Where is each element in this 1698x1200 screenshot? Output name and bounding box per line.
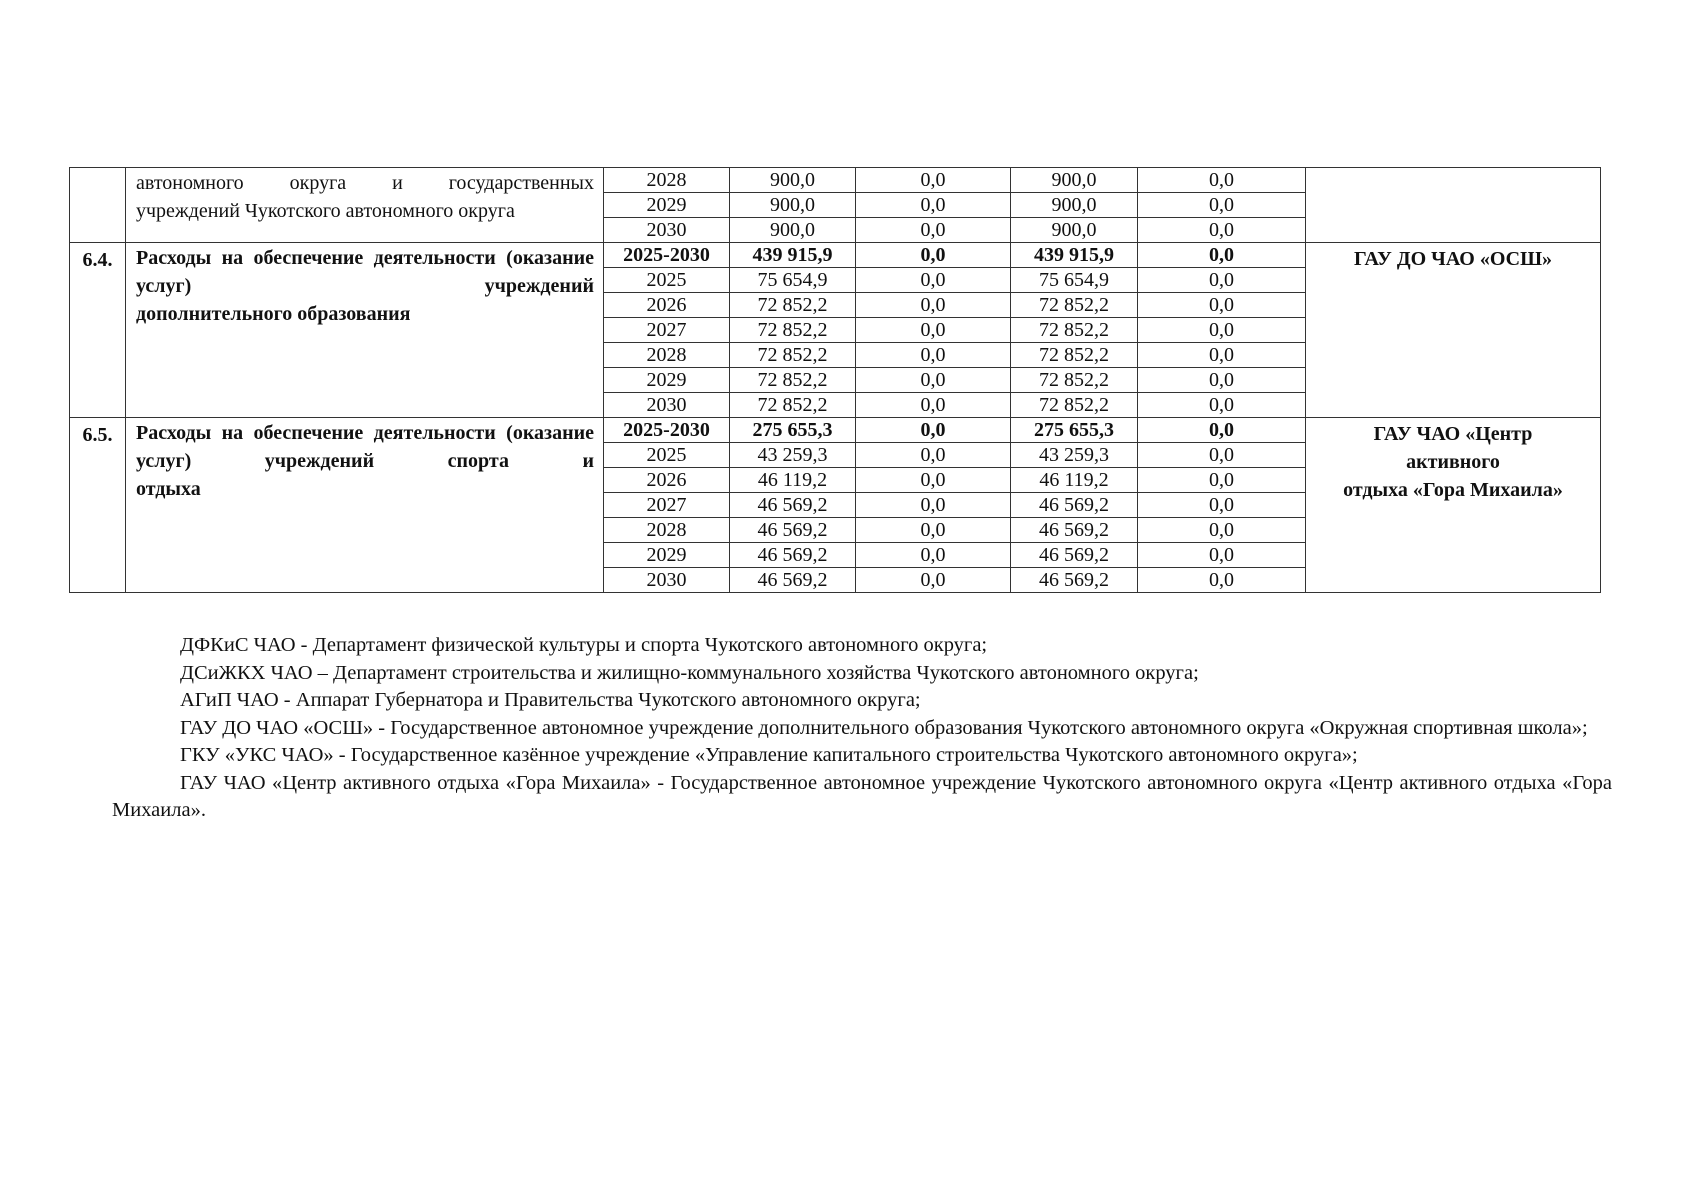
abbreviation-note: ГАУ ЧАО «Центр активного отдыха «Гора Михаила» - Государственное автономное учреждение Чукотского автономного округа «Центр активного отдыха «Гора Михаила». bbox=[112, 771, 1612, 821]
total-cell: 43 259,3 bbox=[730, 443, 856, 468]
table-row-total bbox=[70, 418, 1601, 443]
total-cell: 72 852,2 bbox=[730, 368, 856, 393]
table-row-total bbox=[70, 243, 1601, 268]
okrug-cell: 72 852,2 bbox=[1011, 293, 1138, 318]
total-cell: 75 654,9 bbox=[730, 268, 856, 293]
okrug-cell: 900,0 bbox=[1011, 218, 1138, 243]
year-cell: 2027 bbox=[604, 493, 730, 518]
abbreviation-note: АГиП ЧАО - Аппарат Губернатора и Правительства Чукотского автономного округа; bbox=[180, 689, 921, 711]
abbreviation-note: ДФКиС ЧАО - Департамент физической культуры и спорта Чукотского автономного округа; bbox=[180, 634, 988, 656]
okrug-cell: 72 852,2 bbox=[1011, 393, 1138, 418]
item-description: Расходы на обеспечение деятельности (оказание услуг) учреждений дополнительного образования bbox=[126, 243, 604, 418]
okrug-cell: 900,0 bbox=[1011, 193, 1138, 218]
item-number: 6.4. bbox=[70, 243, 126, 418]
other-cell: 0,0 bbox=[1138, 393, 1306, 418]
federal-cell: 0,0 bbox=[856, 318, 1011, 343]
other-cell: 0,0 bbox=[1138, 268, 1306, 293]
other-cell: 0,0 bbox=[1138, 318, 1306, 343]
year-cell: 2025-2030 bbox=[604, 418, 730, 443]
federal-cell: 0,0 bbox=[856, 493, 1011, 518]
abbreviation-note: ДСиЖКХ ЧАО – Департамент строительства и жилищно-коммунального хозяйства Чукотского автономного округа; bbox=[180, 661, 1199, 684]
federal-cell: 0,0 bbox=[856, 218, 1011, 243]
year-cell: 2028 bbox=[604, 518, 730, 543]
total-cell: 72 852,2 bbox=[730, 318, 856, 343]
total-cell: 46 569,2 bbox=[730, 543, 856, 568]
year-cell: 2028 bbox=[604, 343, 730, 368]
total-cell: 900,0 bbox=[730, 218, 856, 243]
okrug-cell: 72 852,2 bbox=[1011, 343, 1138, 368]
okrug-cell: 46 569,2 bbox=[1011, 543, 1138, 568]
total-cell: 46 569,2 bbox=[730, 518, 856, 543]
federal-cell: 0,0 bbox=[856, 368, 1011, 393]
federal-cell: 0,0 bbox=[856, 168, 1011, 193]
other-cell: 0,0 bbox=[1138, 343, 1306, 368]
abbreviations-list bbox=[112, 632, 1612, 825]
responsible-org: ГАУ ЧАО «Центр активного отдыха «Гора Михаила» bbox=[1306, 418, 1601, 593]
other-cell: 0,0 bbox=[1138, 468, 1306, 493]
num-cell bbox=[70, 168, 126, 243]
federal-cell: 0,0 bbox=[856, 393, 1011, 418]
total-cell: 439 915,9 bbox=[730, 243, 856, 268]
okrug-cell: 46 569,2 bbox=[1011, 493, 1138, 518]
table-row bbox=[70, 168, 1601, 193]
other-cell: 0,0 bbox=[1138, 443, 1306, 468]
other-cell: 0,0 bbox=[1138, 518, 1306, 543]
total-cell: 72 852,2 bbox=[730, 343, 856, 368]
federal-cell: 0,0 bbox=[856, 343, 1011, 368]
total-cell: 900,0 bbox=[730, 168, 856, 193]
year-cell: 2026 bbox=[604, 468, 730, 493]
okrug-cell: 275 655,3 bbox=[1011, 418, 1138, 443]
federal-cell: 0,0 bbox=[856, 243, 1011, 268]
okrug-cell: 46 119,2 bbox=[1011, 468, 1138, 493]
okrug-cell: 75 654,9 bbox=[1011, 268, 1138, 293]
other-cell: 0,0 bbox=[1138, 168, 1306, 193]
other-cell: 0,0 bbox=[1138, 568, 1306, 593]
year-cell: 2025 bbox=[604, 443, 730, 468]
year-cell: 2029 bbox=[604, 368, 730, 393]
okrug-cell: 46 569,2 bbox=[1011, 518, 1138, 543]
federal-cell: 0,0 bbox=[856, 568, 1011, 593]
org-cell bbox=[1306, 168, 1601, 243]
federal-cell: 0,0 bbox=[856, 418, 1011, 443]
abbreviation-note: ГАУ ДО ЧАО «ОСШ» - Государственное автономное учреждение дополнительного образования Чукотского автономного округа «Окружная спортивная школа»; bbox=[180, 716, 1588, 739]
item-number: 6.5. bbox=[70, 418, 126, 593]
year-cell: 2029 bbox=[604, 193, 730, 218]
other-cell: 0,0 bbox=[1138, 418, 1306, 443]
year-cell: 2027 bbox=[604, 318, 730, 343]
item-description: автономного округа и государственных учреждений Чукотского автономного округа bbox=[126, 168, 604, 243]
responsible-org: ГАУ ДО ЧАО «ОСШ» bbox=[1306, 243, 1601, 418]
okrug-cell: 46 569,2 bbox=[1011, 568, 1138, 593]
federal-cell: 0,0 bbox=[856, 193, 1011, 218]
other-cell: 0,0 bbox=[1138, 193, 1306, 218]
total-cell: 900,0 bbox=[730, 193, 856, 218]
federal-cell: 0,0 bbox=[856, 293, 1011, 318]
year-cell: 2030 bbox=[604, 568, 730, 593]
okrug-cell: 43 259,3 bbox=[1011, 443, 1138, 468]
year-cell: 2026 bbox=[604, 293, 730, 318]
federal-cell: 0,0 bbox=[856, 268, 1011, 293]
federal-cell: 0,0 bbox=[856, 468, 1011, 493]
okrug-cell: 72 852,2 bbox=[1011, 318, 1138, 343]
okrug-cell: 72 852,2 bbox=[1011, 368, 1138, 393]
other-cell: 0,0 bbox=[1138, 543, 1306, 568]
year-cell: 2025 bbox=[604, 268, 730, 293]
other-cell: 0,0 bbox=[1138, 218, 1306, 243]
federal-cell: 0,0 bbox=[856, 518, 1011, 543]
other-cell: 0,0 bbox=[1138, 368, 1306, 393]
year-cell: 2025-2030 bbox=[604, 243, 730, 268]
federal-cell: 0,0 bbox=[856, 443, 1011, 468]
total-cell: 46 569,2 bbox=[730, 493, 856, 518]
year-cell: 2029 bbox=[604, 543, 730, 568]
other-cell: 0,0 bbox=[1138, 243, 1306, 268]
total-cell: 46 569,2 bbox=[730, 568, 856, 593]
year-cell: 2028 bbox=[604, 168, 730, 193]
federal-cell: 0,0 bbox=[856, 543, 1011, 568]
budget-table bbox=[69, 167, 1601, 593]
total-cell: 72 852,2 bbox=[730, 393, 856, 418]
total-cell: 72 852,2 bbox=[730, 293, 856, 318]
item-description: Расходы на обеспечение деятельности (оказание услуг) учреждений спорта и отдыха bbox=[126, 418, 604, 593]
okrug-cell: 900,0 bbox=[1011, 168, 1138, 193]
other-cell: 0,0 bbox=[1138, 293, 1306, 318]
total-cell: 275 655,3 bbox=[730, 418, 856, 443]
abbreviation-note: ГКУ «УКС ЧАО» - Государственное казённое учреждение «Управление капитального строительства Чукотского автономного округа»; bbox=[180, 744, 1358, 766]
year-cell: 2030 bbox=[604, 218, 730, 243]
total-cell: 46 119,2 bbox=[730, 468, 856, 493]
year-cell: 2030 bbox=[604, 393, 730, 418]
okrug-cell: 439 915,9 bbox=[1011, 243, 1138, 268]
other-cell: 0,0 bbox=[1138, 493, 1306, 518]
